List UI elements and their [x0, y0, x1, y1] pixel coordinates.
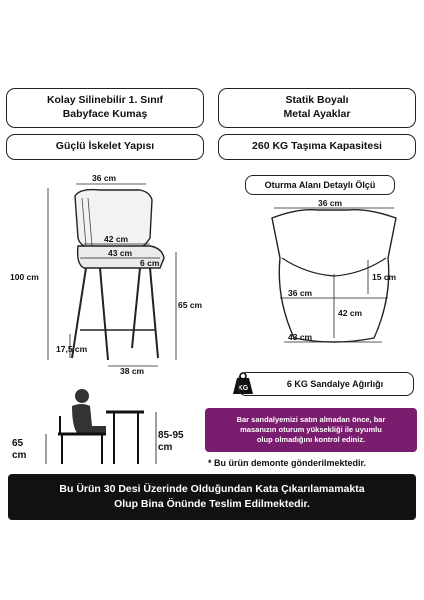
table-fit-diagram [10, 388, 200, 466]
feature-fabric-line2: Babyface Kumaş [62, 108, 148, 120]
seat-area-mid: 36 cm [288, 288, 313, 298]
feature-legs [218, 88, 416, 128]
dim-arm: 6 cm [140, 258, 160, 268]
seat-area-side: 15 cm [372, 272, 397, 282]
seat-area-top: 36 cm [318, 198, 343, 208]
seat-area-diagram [250, 198, 420, 358]
dim-seat-height: 65 cm [178, 300, 203, 310]
assembly-note: * Bu ürün demonte gönderilmektedir. [208, 458, 367, 468]
seat-area-bottom: 43 cm [288, 332, 313, 342]
table-fit-seat: 65 [12, 438, 24, 449]
table-fit-table: 85-95 [158, 430, 184, 441]
table-fit-table-unit: cm [158, 442, 173, 453]
weight-label: 6 KG Sandalye Ağırlığı [238, 372, 414, 396]
warning-box [205, 408, 417, 452]
delivery-banner [8, 474, 416, 520]
warning-line3: olup olmadığını kontrol ediniz. [256, 435, 366, 445]
feature-fabric [6, 88, 204, 128]
chair-side-diagram [0, 168, 210, 378]
feature-capacity-label: 260 KG Taşıma Kapasitesi [252, 140, 382, 153]
warning-line2: masanızın oturum yüksekliği ile uyumlu [240, 424, 382, 434]
feature-legs-line2: Metal Ayaklar [283, 108, 351, 120]
table-fit-seat-unit: cm [12, 450, 27, 461]
feature-legs-line1: Statik Boyalı [285, 94, 349, 107]
feature-frame-label: Güçlü İskelet Yapısı [55, 140, 155, 153]
dim-height-total: 100 cm [10, 272, 39, 282]
seat-area-depth: 42 cm [338, 308, 363, 318]
dim-top-width: 36 cm [92, 173, 117, 183]
delivery-banner-line1: Bu Ürün 30 Desi Üzerinde Olduğundan Kata Çıkarılamamakta [59, 483, 365, 496]
dim-footrest: 17,5 cm [56, 344, 88, 354]
feature-fabric-line1: Kolay Silinebilir 1. Sınıf [46, 94, 164, 107]
feature-frame [6, 134, 204, 160]
dim-seat-depth: 43 cm [108, 248, 133, 258]
seat-area-title: Oturma Alanı Detaylı Ölçü [245, 175, 395, 195]
dim-base-width: 38 cm [120, 366, 145, 376]
weight-badge-text: KG [237, 385, 249, 392]
warning-line1: Bar sandalyemizi satın almadan önce, bar [236, 414, 386, 424]
feature-capacity [218, 134, 416, 160]
dim-seat-width: 42 cm [104, 234, 129, 244]
delivery-banner-line2: Olup Bina Önünde Teslim Edilmektedir. [114, 498, 310, 510]
